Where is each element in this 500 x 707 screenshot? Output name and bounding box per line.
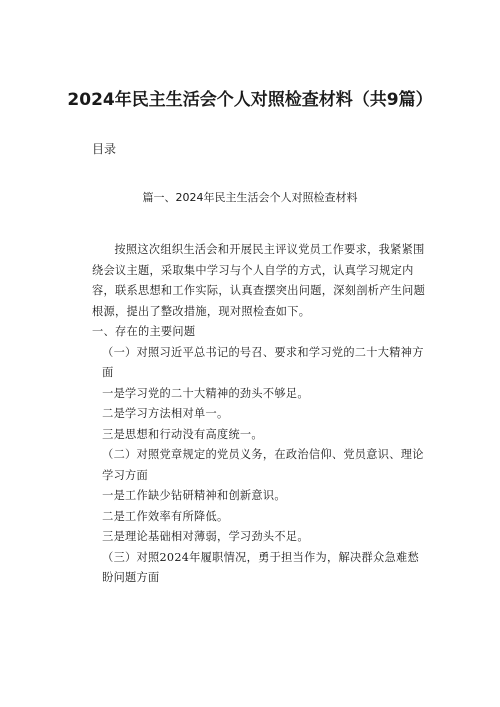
toc-label: 目录: [92, 142, 117, 156]
intro-paragraph: 按照这次组织生活会和开展民主评议党员工作要求，我紧紧围绕会议主题，采取集中学习与个人自学的方式，认真学习规定内容，联系思想和工作实际，认真查摆突出问题，深刻剖析产生问题根源，提出了整改措施，现对照检查如下。: [92, 243, 426, 318]
list-item: 三是思想和行动没有高度统一。: [102, 427, 263, 441]
section-heading: 一、存在的主要问题: [92, 325, 196, 338]
subsection-heading-3: （三）对照2024年履职情况，勇于担当作为，解决群众急难愁盼问题方面: [102, 550, 419, 584]
list-item: 三是理论基础相对薄弱，学习劲头不足。: [102, 530, 309, 543]
subsection-heading-1: （一）对照习近平总书记的号召、要求和学习党的二十大精神方面: [102, 345, 424, 379]
list-item: 二是工作效率有所降低。: [102, 509, 229, 523]
document-title: 2024年民主生活会个人对照检查材料（共9篇）: [67, 90, 433, 110]
subsection-heading-2: （二）对照党章规定的党员义务，在政治信仰、党员意识、理论学习方面: [102, 448, 424, 482]
chapter-title: 篇一、2024年民主生活会个人对照检查材料: [142, 191, 358, 204]
list-item: 二是学习方法相对单一。: [102, 407, 229, 420]
list-item: 一是学习党的二十大精神的劲头不够足。: [102, 386, 309, 400]
document-body: [92, 240, 427, 589]
list-item: 一是工作缺少钻研精神和创新意识。: [102, 489, 286, 502]
